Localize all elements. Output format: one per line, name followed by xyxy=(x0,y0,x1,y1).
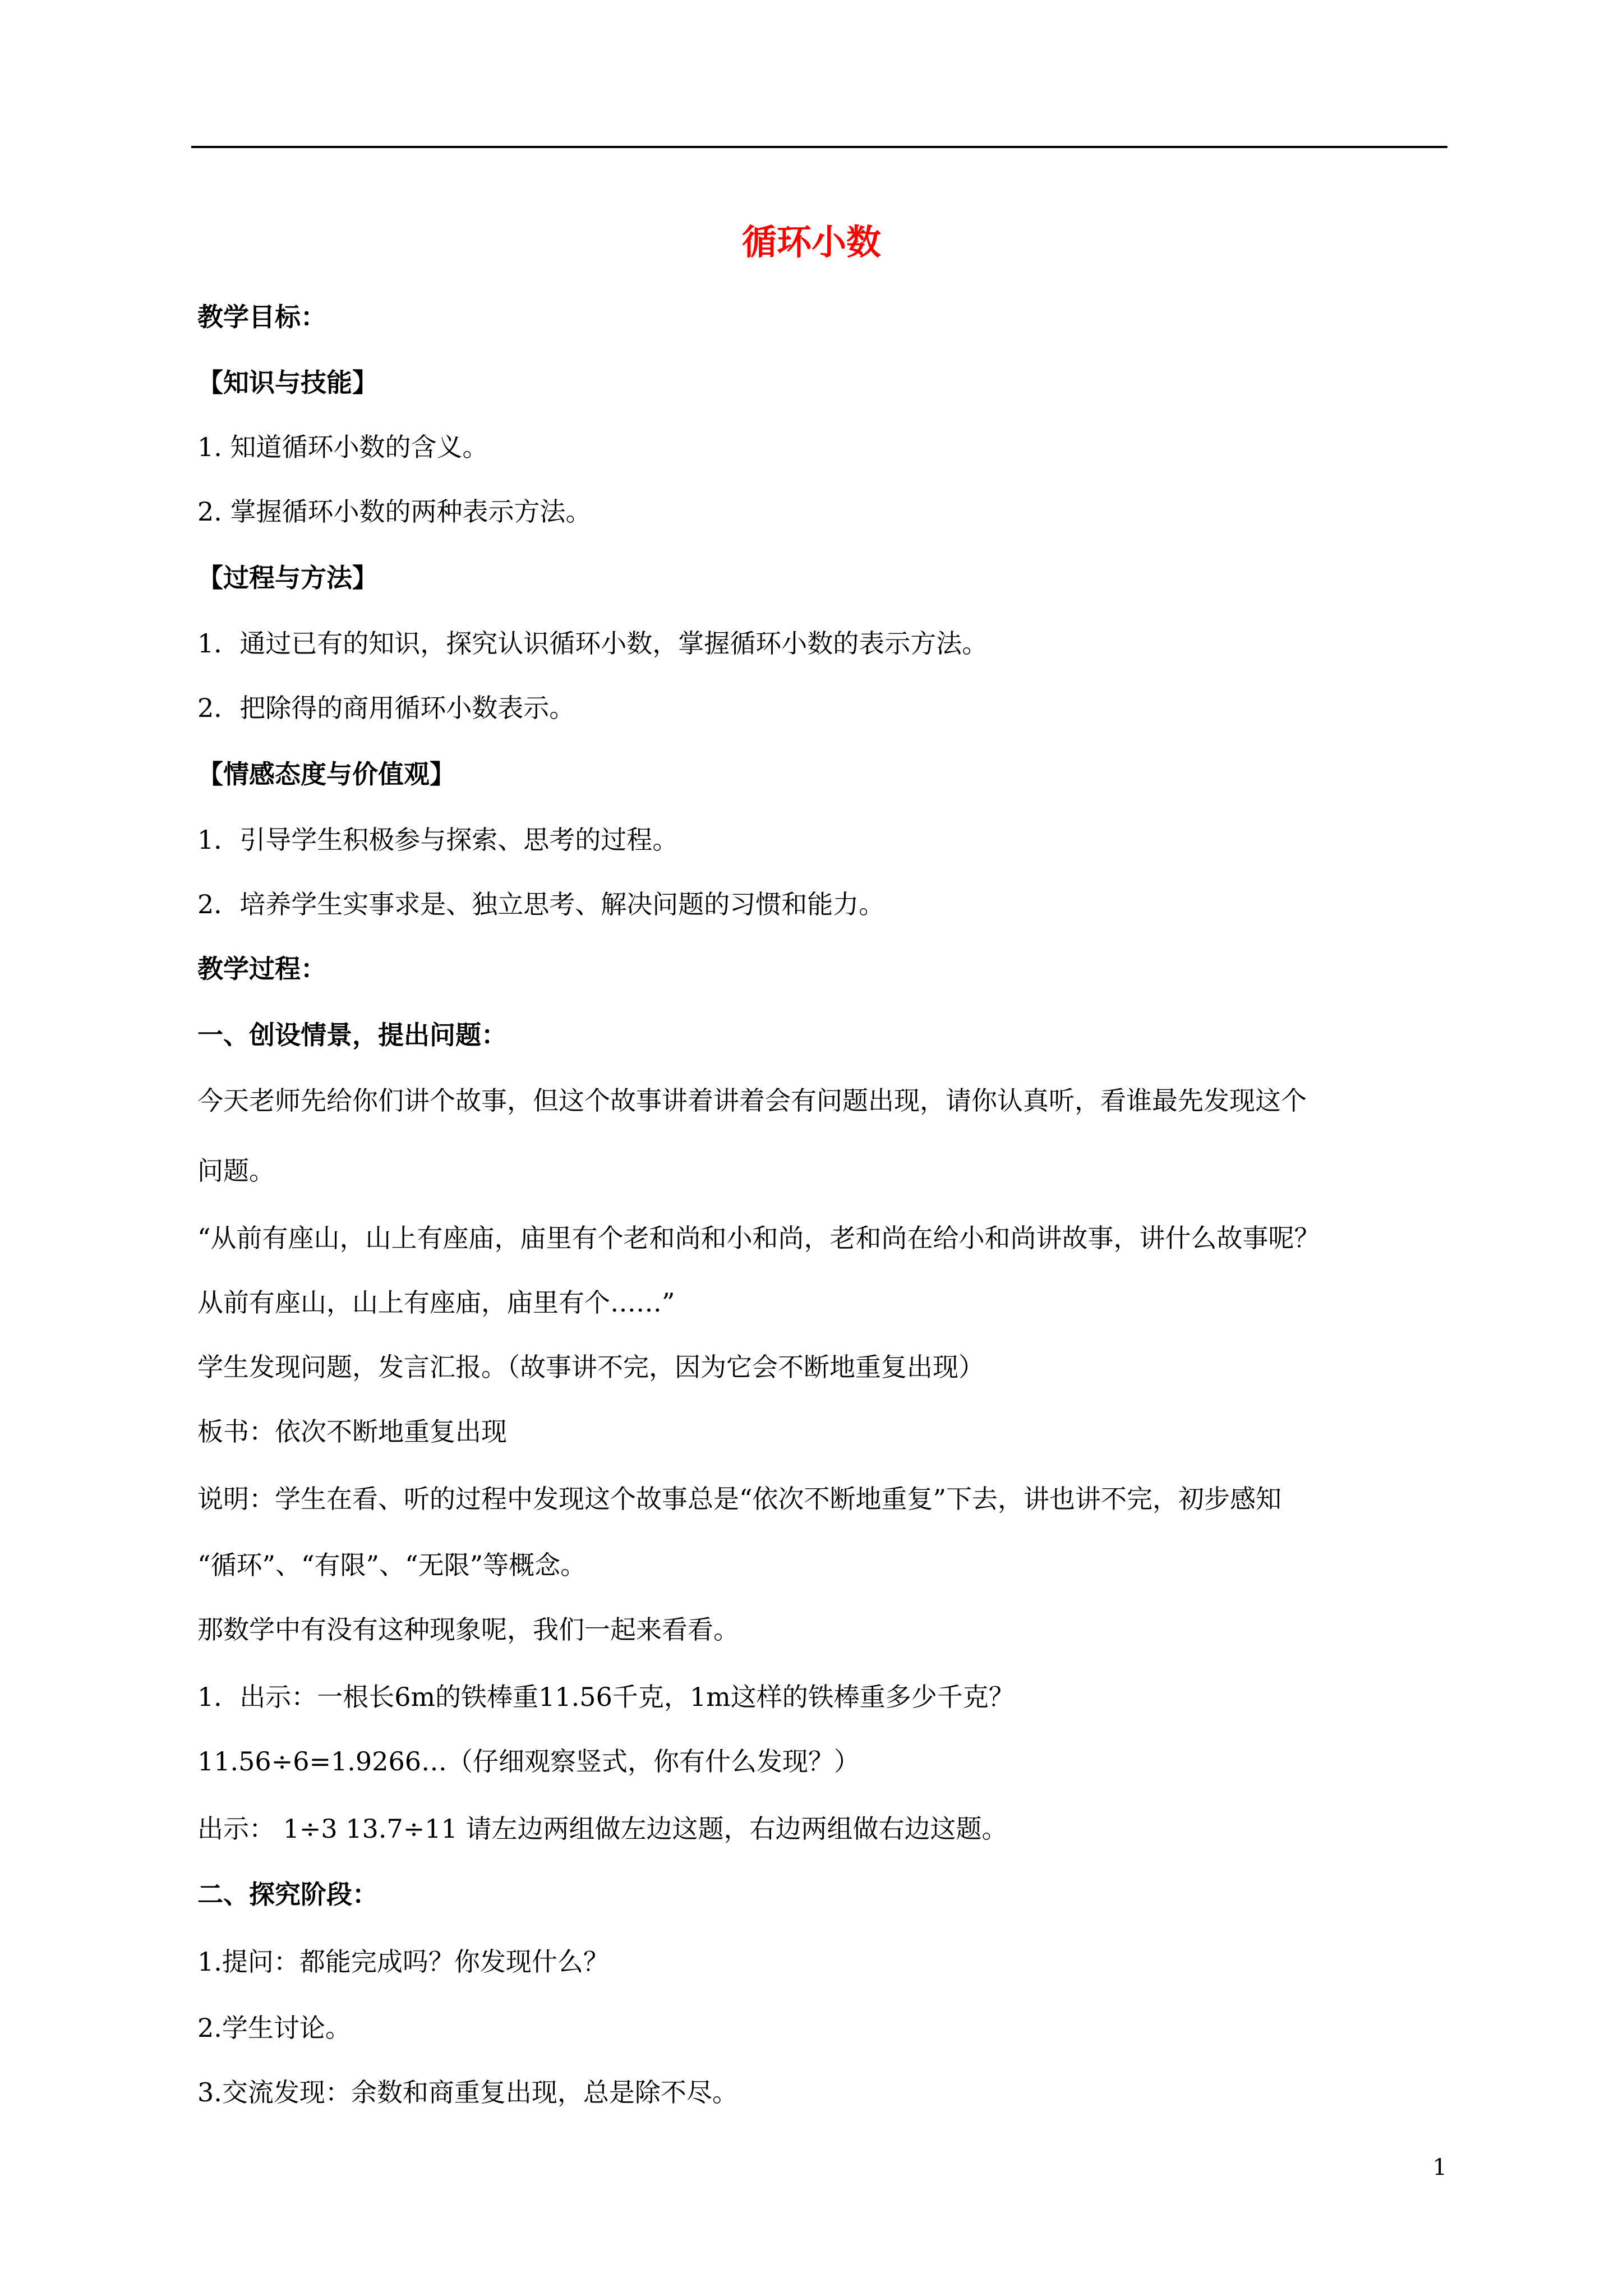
page-number: 1 xyxy=(1432,2155,1447,2180)
body-text-line: 从前有座山，山上有座庙，庙里有个……” xyxy=(197,1287,675,1318)
body-text-line: 板书：依次不断地重复出现 xyxy=(197,1416,507,1447)
section-heading: 二、探究阶段： xyxy=(197,1879,378,1910)
body-text-line: 2.学生讨论。 xyxy=(197,2013,351,2043)
body-text-line: 说明：学生在看、听的过程中发现这个故事总是“依次不断地重复”下去，讲也讲不完，初步感知 xyxy=(197,1484,1282,1514)
body-text-line: 出示： 1÷3 13.7÷11 请左边两组做左边这题，右边两组做右边这题。 xyxy=(197,1814,1008,1844)
body-text-line: 那数学中有没有这种现象呢，我们一起来看看。 xyxy=(197,1614,739,1645)
body-text-line: “循环”、“有限”、“无限”等概念。 xyxy=(197,1550,587,1580)
section-heading: 【知识与技能】 xyxy=(197,367,378,398)
body-text-line: 问题。 xyxy=(197,1156,275,1186)
body-text-line: “从前有座山，山上有座庙，庙里有个老和尚和小和尚，老和尚在给小和尚讲故事，讲什么故事呢？ xyxy=(197,1223,1320,1253)
body-text-line: 1.提问：都能完成吗？你发现什么？ xyxy=(197,1947,609,1977)
section-heading: 【情感态度与价值观】 xyxy=(197,759,455,789)
section-heading: 教学目标： xyxy=(197,302,326,332)
body-text-line: 11.56÷6=1.9266…（仔细观察竖式，你有什么发现？） xyxy=(197,1746,860,1777)
body-text-line: 3.交流发现：余数和商重复出现，总是除不尽。 xyxy=(197,2077,738,2108)
body-text-line: 今天老师先给你们讲个故事，但这个故事讲着讲着会有问题出现，请你认真听，看谁最先发现这个 xyxy=(197,1085,1307,1116)
section-heading: 【过程与方法】 xyxy=(197,563,378,593)
body-text-line: 1. 知道循环小数的含义。 xyxy=(197,432,488,462)
body-text-line: 2．培养学生实事求是、独立思考、解决问题的习惯和能力。 xyxy=(197,889,885,919)
body-text-line: 1．引导学生积极参与探索、思考的过程。 xyxy=(197,825,679,855)
section-heading: 教学过程： xyxy=(197,954,326,984)
body-text-line: 1．通过已有的知识，探究认识循环小数，掌握循环小数的表示方法。 xyxy=(197,628,988,659)
body-text-line: 1．出示：一根长6m的铁棒重11.56千克，1m这样的铁棒重多少千克？ xyxy=(197,1682,1015,1712)
body-text-line: 2．把除得的商用循环小数表示。 xyxy=(197,693,575,723)
document-title: 循环小数 xyxy=(741,222,881,263)
body-text-line: 学生发现问题，发言汇报。（故事讲不完，因为它会不断地重复出现） xyxy=(197,1352,984,1382)
body-text-line: 2. 掌握循环小数的两种表示方法。 xyxy=(197,496,592,527)
section-heading: 一、创设情景，提出问题： xyxy=(197,1020,507,1050)
header-rule xyxy=(191,146,1447,148)
